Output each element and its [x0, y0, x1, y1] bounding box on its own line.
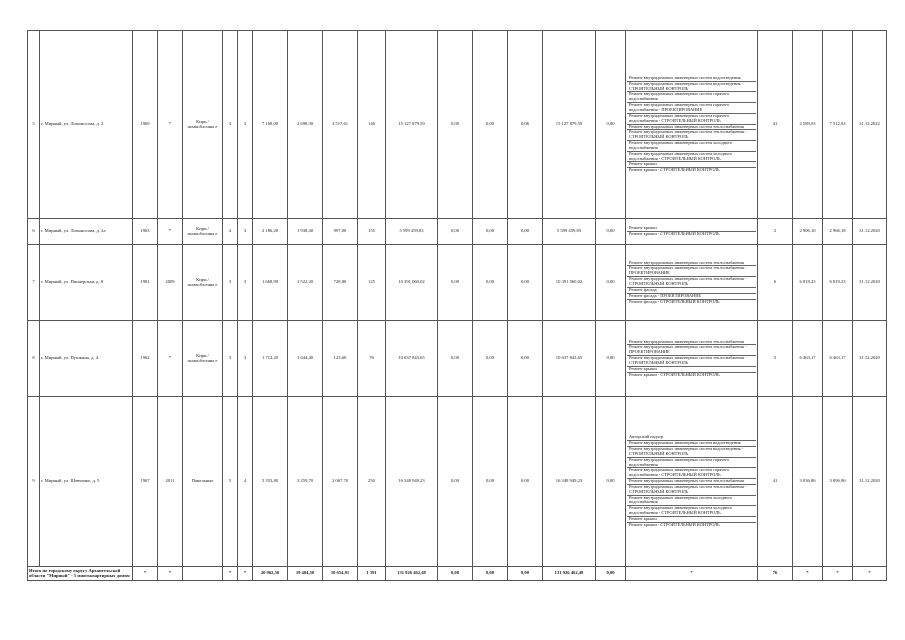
total-fund-owners: 131 926 462,48	[543, 567, 596, 581]
total-residents: 1 391	[358, 567, 386, 581]
wall-material: Кирп./ шлакоблочны е	[183, 245, 223, 321]
work-item: Ремонт внутридомовых инженерных систем теплоснабжения - ПРОЕКТИРОВАНИЕ	[627, 345, 756, 356]
fund-local: 0,06	[508, 31, 543, 219]
year-reconstruction: 2011	[158, 397, 183, 567]
wall-material: Кирп./ шлакоблочны е	[183, 219, 223, 245]
table-row	[28, 31, 887, 219]
total-year-built: *	[133, 567, 158, 581]
entrances: 3	[238, 31, 253, 219]
total-area-living: 19 404,50	[288, 567, 323, 581]
cost-total: 5 599 459,83	[386, 219, 438, 245]
residents: 155	[358, 219, 386, 245]
residents: 250	[358, 397, 386, 567]
total-entrances: *	[238, 567, 253, 581]
work-item: Ремонт внутридомовых инженерных систем водоотведения - СТРОИТЕЛЬНЫЙ КОНТРОЛЬ	[627, 82, 756, 93]
work-item: Ремонт крыши	[627, 367, 756, 373]
total-unit-cost: *	[793, 567, 823, 581]
table-row	[28, 397, 887, 567]
fund-owners: 10 391 060,02	[543, 245, 596, 321]
area-total: 7 168,00	[253, 31, 288, 219]
area-total: 1 712,20	[253, 321, 288, 397]
works-cell	[626, 321, 758, 397]
fund-local: 0,00	[508, 321, 543, 397]
fund-owners: 10 637 843,65	[543, 321, 596, 397]
cost-total: 15 127 879,59	[386, 31, 438, 219]
work-item: Ремонт крыши	[627, 226, 756, 232]
total-label: Итого по городскому округу Архангельской области "Мирный" - 5 многоквартирных домов:	[28, 567, 133, 581]
work-item: Ремонт крыши - СТРОИТЕЛЬНЫЙ КОНТРОЛЬ	[629, 371, 720, 377]
works-list	[627, 76, 756, 173]
area-nonresidential: 728,80	[323, 245, 358, 321]
building-address: г. Мирный, ул. Шевченко, д. 5	[40, 397, 133, 567]
work-item: Ремонт фасада - ПРОЕКТИРОВАНИЕ	[627, 294, 756, 300]
table-row	[28, 219, 887, 245]
wall-material: Панельные	[183, 397, 223, 567]
works-cell	[626, 245, 758, 321]
year-reconstruction: 2009	[158, 245, 183, 321]
year-reconstruction: *	[158, 31, 183, 219]
work-count: 6	[758, 245, 793, 321]
work-item: Ремонт внутридомовых инженерных систем холодного водоснабжения	[627, 141, 756, 152]
unit-cost: 6 463,17	[793, 321, 823, 397]
work-item: Ремонт внутридомовых инженерных систем теплоснабжения - ПРОЕКТИРОВАНИЕ	[627, 266, 756, 277]
entrances: 4	[238, 397, 253, 567]
work-item: Ремонт крыши	[627, 162, 756, 168]
work-item: Ремонт внутридомовых инженерных систем теплоснабжения - СТРОИТЕЛЬНЫЙ КОНТРОЛЬ	[627, 130, 756, 141]
fund-regional: 0,00	[473, 397, 508, 567]
unit-cost-limit: 7 512,03	[823, 31, 853, 219]
work-item: Ремонт внутридомовых инженерных систем водоотведения - СТРОИТЕЛЬНЫЙ КОНТРОЛЬ	[627, 447, 756, 458]
cost-total: 16 348 949,23	[386, 397, 438, 567]
work-item: Ремонт внутридомовых инженерных систем горячего водоснабжения - ПРОЕКТИРОВАНИЕ	[627, 103, 756, 114]
fund-other: 0,00	[596, 219, 626, 245]
residents: 125	[358, 245, 386, 321]
total-fund-regional: 0,00	[473, 567, 508, 581]
floors: 3	[223, 321, 238, 397]
building-address: г. Мирный, ул. Ломоносова, д. 2а	[40, 219, 133, 245]
work-item: Ремонт внутридомовых инженерных систем водоотведения	[627, 76, 756, 82]
year-built: 1969	[133, 31, 158, 219]
row-number: 9	[28, 397, 40, 567]
fund-owners: 15 127 879,59	[543, 31, 596, 219]
unit-cost-limit: 6 819,23	[823, 245, 853, 321]
work-count: 5	[758, 321, 793, 397]
year-built: 1981	[133, 245, 158, 321]
works-cell	[626, 219, 758, 245]
fund-regional: 0,00	[473, 245, 508, 321]
row-number: 6	[28, 219, 40, 245]
row-number: 7	[28, 245, 40, 321]
deadline: 31.12.2020	[853, 245, 887, 321]
total-deadline: *	[853, 567, 887, 581]
row-number: 8	[28, 321, 40, 397]
deadline: 31.12.2022	[853, 31, 887, 219]
work-item: Ремонт крыши - СТРОИТЕЛЬНЫЙ КОНТРОЛЬ	[629, 231, 720, 236]
building-address: г. Мирный, ул. Пушкина, д. 4	[40, 321, 133, 397]
unit-cost-limit: 3 096,96	[823, 397, 853, 567]
fund-other: 0,00	[596, 245, 626, 321]
works-cell	[626, 31, 758, 219]
unit-cost: 6 818,23	[793, 245, 823, 321]
works-cell	[626, 397, 758, 567]
table-row	[28, 321, 887, 397]
work-item: Ремонт внутридомовых инженерных систем теплоснабжения	[627, 261, 756, 267]
area-total: 1 668,90	[253, 245, 288, 321]
work-count: 41	[758, 397, 793, 567]
work-item: Ремонт фасада - СТРОИТЕЛЬНЫЙ КОНТРОЛЬ	[629, 298, 720, 304]
page-mark: ·	[862, 28, 864, 33]
total-fund-other: 0,00	[596, 567, 626, 581]
fund-owners: 16 348 949,23	[543, 397, 596, 567]
unit-cost: 2 589,03	[793, 31, 823, 219]
work-item: Ремонт внутридомовых инженерных систем горячего водоснабжения - СТРОИТЕЛЬНЫЙ КОНТРОЛЬ	[627, 114, 756, 125]
total-wall-material	[183, 567, 223, 581]
area-total: 5 353,80	[253, 397, 288, 567]
residents: 76	[358, 321, 386, 397]
area-living: 1 644,40	[288, 321, 323, 397]
work-item: Авторский надзор	[627, 435, 756, 441]
area-living: 1 522,20	[288, 245, 323, 321]
total-work-count: 76	[758, 567, 793, 581]
entrances: 3	[238, 321, 253, 397]
work-count: 2	[758, 219, 793, 245]
fund-other: 0,00	[596, 397, 626, 567]
work-item: Ремонт внутридомовых инженерных систем теплоснабжения - СТРОИТЕЛЬНЫЙ КОНТРОЛЬ	[627, 485, 756, 496]
unit-cost: 3 036,86	[793, 397, 823, 567]
fund-federal: 0,00	[438, 245, 473, 321]
work-item: Ремонт внутридомовых инженерных систем горячего водоснабжения	[627, 92, 756, 103]
floors: 3	[223, 245, 238, 321]
work-item: Ремонт внутридомовых инженерных систем холодного водоснабжения - СТРОИТЕЛЬНЫЙ КОНТРОЛЬ	[627, 506, 756, 517]
fund-owners: 5 599 459,83	[543, 219, 596, 245]
cost-total: 10 637 843,65	[386, 321, 438, 397]
fund-federal: 0,00	[438, 397, 473, 567]
deadline: 31.12.2020	[853, 397, 887, 567]
work-item: Ремонт внутридомовых инженерных систем теплоснабжения	[627, 479, 756, 485]
deadline: 31.12.2020	[853, 219, 887, 245]
unit-cost-limit: 2 966,18	[823, 219, 853, 245]
works-list	[627, 435, 756, 527]
fund-local: 0,00	[508, 245, 543, 321]
work-item: Ремонт внутридомовых инженерных систем водоотведения	[627, 441, 756, 447]
unit-cost: 2 906,10	[793, 219, 823, 245]
works-list	[627, 261, 756, 305]
fund-local: 0,00	[508, 397, 543, 567]
work-item: Ремонт крыши	[627, 517, 756, 523]
work-item: Ремонт внутридомовых инженерных систем теплоснабжения - СТРОИТЕЛЬНЫЙ КОНТРОЛЬ	[627, 277, 756, 288]
work-item: Ремонт фасада	[627, 288, 756, 294]
year-reconstruction: *	[158, 219, 183, 245]
year-built: 1963	[133, 219, 158, 245]
fund-other: 0,00	[596, 31, 626, 219]
residents: 146	[358, 31, 386, 219]
fund-regional: 0,00	[473, 219, 508, 245]
work-item: Ремонт внутридомовых инженерных систем холодного водоснабжения	[627, 496, 756, 507]
building-address: г. Мирный, ул. Ломоносова, д. 2	[40, 31, 133, 219]
area-nonresidential: 123,60	[323, 321, 358, 397]
work-item: Ремонт внутридомовых инженерных систем теплоснабжения	[627, 125, 756, 131]
year-built: 1962	[133, 321, 158, 397]
year-reconstruction: *	[158, 321, 183, 397]
total-year-reconstruction: *	[158, 567, 183, 581]
work-count: 41	[758, 31, 793, 219]
total-cost: 131 926 462,48	[386, 567, 438, 581]
area-living: 3 259,70	[288, 397, 323, 567]
work-item: Ремонт крыши - СТРОИТЕЛЬНЫЙ КОНТРОЛЬ	[629, 167, 720, 173]
floors: 4	[223, 219, 238, 245]
wall-material: Кирп./ шлакоблочны е	[183, 31, 223, 219]
total-row	[28, 567, 887, 581]
table-row	[28, 245, 887, 321]
work-item: Ремонт крыши - СТРОИТЕЛЬНЫЙ КОНТРОЛЬ	[629, 521, 720, 527]
total-floors: *	[223, 567, 238, 581]
work-item: Ремонт внутридомовых инженерных систем теплоснабжения	[627, 340, 756, 346]
row-number: 5	[28, 31, 40, 219]
area-nonresidential: 997,00	[323, 219, 358, 245]
fund-federal: 0,00	[438, 219, 473, 245]
works-list	[627, 226, 756, 237]
building-address: г. Мирный, ул. Пионерская, д. 8	[40, 245, 133, 321]
fund-other: 0,00	[596, 321, 626, 397]
area-nonresidential: 3 517,61	[323, 31, 358, 219]
entrances: 3	[238, 219, 253, 245]
fund-regional: 0,00	[473, 321, 508, 397]
fund-regional: 0,00	[473, 31, 508, 219]
works-list	[627, 340, 756, 378]
fund-local: 0,00	[508, 219, 543, 245]
total-fund-local: 0,00	[508, 567, 543, 581]
work-item: Ремонт внутридомовых инженерных систем холодного водоснабжения - СТРОИТЕЛЬНЫЙ КОНТРОЛЬ	[627, 152, 756, 163]
fund-federal: 0,00	[438, 31, 473, 219]
work-item: Ремонт внутридомовых инженерных систем горячего водоснабжения	[627, 458, 756, 469]
repair-program-table	[27, 30, 887, 581]
total-area: 20 962,50	[253, 567, 288, 581]
year-built: 1967	[133, 397, 158, 567]
area-nonresidential: 2 067,70	[323, 397, 358, 567]
wall-material: Кирп./ шлакоблочны е	[183, 321, 223, 397]
fund-federal: 0,00	[438, 321, 473, 397]
total-fund-federal: 0,00	[438, 567, 473, 581]
entrances: 3	[238, 245, 253, 321]
unit-cost-limit: 6 463,17	[823, 321, 853, 397]
total-area-nonresidential: 10 654,91	[323, 567, 358, 581]
floors: 4	[223, 31, 238, 219]
total-unit-cost-limit: *	[823, 567, 853, 581]
work-item: Ремонт внутридомовых инженерных систем горячего водоснабжения - СТРОИТЕЛЬНЫЙ КОНТРОЛЬ	[627, 468, 756, 479]
total-works: *	[626, 567, 758, 581]
page-mark: ·	[258, 28, 260, 33]
area-living: 1 938,40	[288, 219, 323, 245]
area-living: 2 698,30	[288, 31, 323, 219]
floors: 5	[223, 397, 238, 567]
area-total: 2 186,20	[253, 219, 288, 245]
cost-total: 10 391 060,02	[386, 245, 438, 321]
work-item: Ремонт внутридомовых инженерных систем теплоснабжения - СТРОИТЕЛЬНЫЙ КОНТРОЛЬ	[627, 356, 756, 367]
deadline: 31.12.2020	[853, 321, 887, 397]
